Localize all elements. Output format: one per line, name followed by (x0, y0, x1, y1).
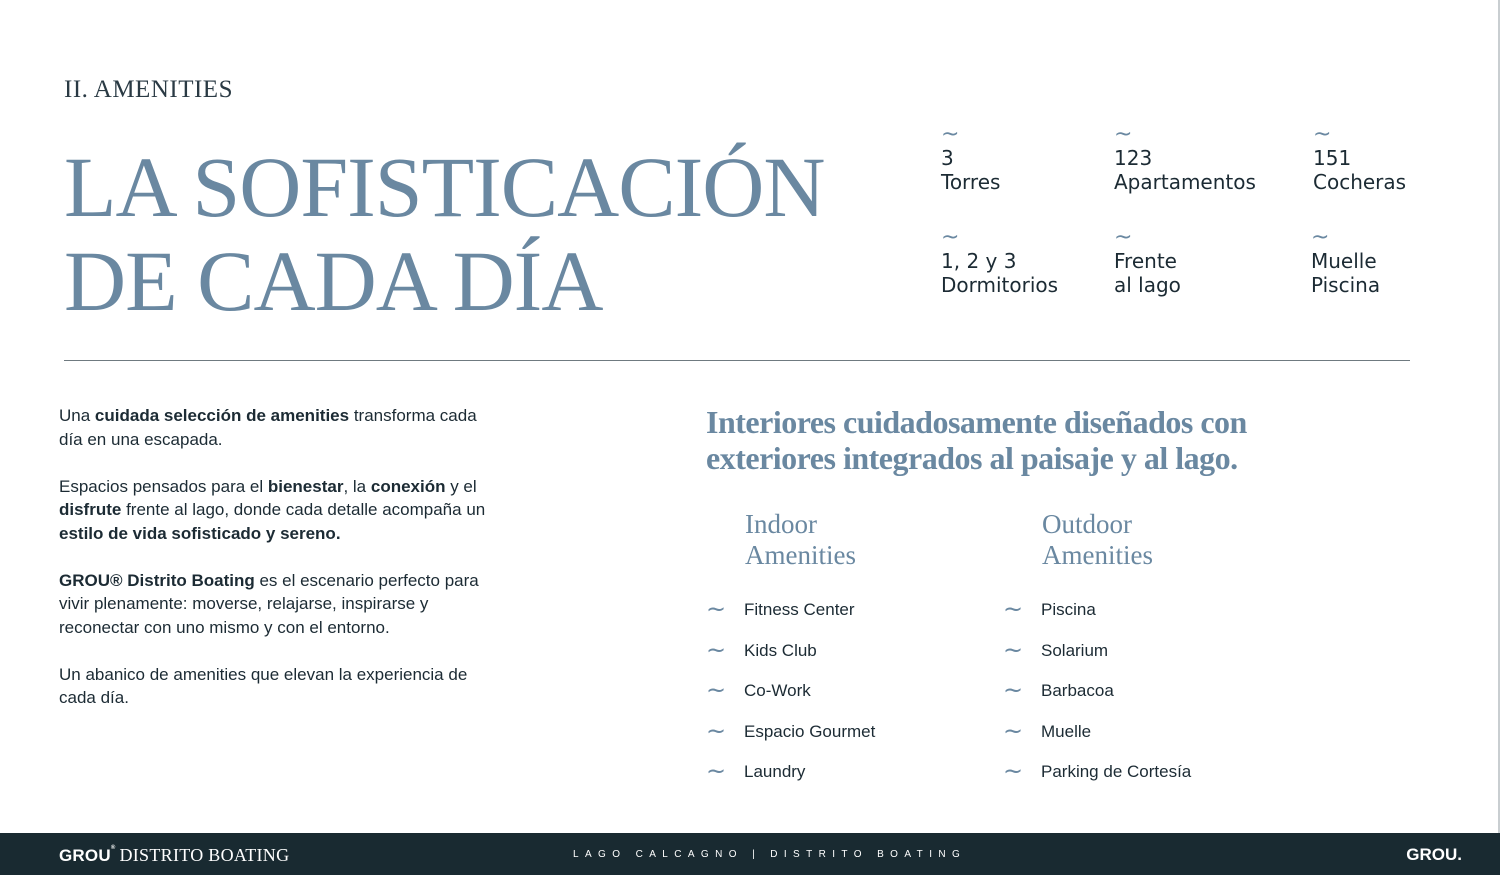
outdoor-amenities-title (1042, 509, 1153, 571)
list-item (1003, 595, 1191, 639)
amenity-label: Barbacoa (1041, 681, 1114, 701)
footer-brand-logo (59, 845, 289, 866)
tilde-icon: ~ (941, 122, 960, 147)
stat-cocheras (1313, 122, 1407, 194)
amenity-label: Laundry (744, 762, 806, 782)
title-line: Outdoor (1042, 509, 1132, 539)
stat-label: Cocheras (1313, 170, 1407, 194)
tilde-icon: ~ (1114, 122, 1133, 147)
tilde-icon: ~ (706, 635, 727, 664)
text-run: Espacios pensados para el (59, 476, 268, 496)
list-item (706, 757, 875, 801)
title-line: Indoor (745, 509, 817, 539)
stat-value: Muelle (1311, 249, 1377, 273)
amenity-label: Espacio Gourmet (744, 721, 876, 741)
amenity-label: Kids Club (744, 640, 817, 660)
list-item (1003, 676, 1191, 720)
list-item (706, 595, 875, 639)
headline-line-1: LA SOFISTICACIÓN (64, 139, 825, 235)
list-item (1003, 757, 1192, 801)
tilde-icon: ~ (1003, 676, 1024, 705)
intro-paragraph-1 (59, 404, 499, 451)
tilde-icon: ~ (1003, 716, 1024, 745)
stat-label: Dormitorios (941, 273, 1059, 297)
stat-torres (941, 122, 1001, 194)
stat-apartamentos (1114, 122, 1256, 194)
amenity-label: Piscina (1041, 600, 1096, 619)
stat-label: al lago (1114, 273, 1181, 297)
text-run: Una (59, 406, 95, 425)
text-run: es el escenario perfecto para vivir plenamente: moverse, relajarse, inspirarse y reconectar con uno mismo y con el entorno. (59, 570, 479, 637)
list-item (1003, 635, 1191, 680)
list-item (706, 716, 876, 761)
tilde-icon: ~ (1311, 225, 1330, 250)
footer-grou-logo: GROU. (1406, 845, 1462, 864)
intro-paragraph-2 (59, 475, 499, 546)
stat-value: 1, 2 y 3 (941, 249, 1017, 273)
text-run: , la (343, 476, 371, 496)
list-item (706, 635, 875, 680)
text-run-bold: estilo de vida sofisticado y sereno. (59, 523, 341, 543)
intro-paragraph-3 (59, 569, 499, 640)
text-run: frente al lago, donde cada detalle acompaña un (121, 500, 486, 519)
grou-wordmark (59, 846, 115, 865)
intro-text (59, 404, 499, 733)
footer-tagline: LAGO CALCAGNO | DISTRITO BOATING (573, 849, 967, 860)
stat-label: Torres (941, 170, 1001, 194)
amenity-label: Parking de Cortesía (1041, 762, 1192, 782)
stat-dormitorios (941, 225, 1059, 297)
tilde-icon: ~ (1114, 225, 1133, 250)
stat-label: Apartamentos (1114, 170, 1256, 194)
tilde-icon: ~ (1003, 757, 1024, 786)
section-label: II. AMENITIES (64, 76, 233, 103)
stat-frente-lago (1114, 225, 1181, 297)
text-run-bold: disfrute (59, 500, 122, 519)
stat-value: 151 (1313, 146, 1352, 170)
subheadline-line-1: Interiores cuidadosamente diseñados con (706, 404, 1247, 440)
text-run-bold: bienestar (267, 476, 344, 496)
text-run-bold: conexión (370, 476, 446, 496)
page-footer (0, 833, 1500, 875)
amenity-label: Co-Work (744, 681, 811, 701)
text-run-bold: GROU® Distrito Boating (59, 570, 255, 590)
headline-line-2: DE CADA DÍA (64, 233, 603, 329)
text-run-bold: cuidada selección de amenities (94, 406, 350, 425)
list-item (1003, 716, 1191, 761)
outdoor-amenities-list (1003, 595, 1192, 801)
tilde-icon: ~ (1003, 635, 1024, 664)
grou-text: GROU (59, 846, 111, 865)
tilde-icon: ~ (1003, 595, 1024, 623)
title-line: Amenities (1042, 540, 1153, 570)
indoor-amenities-title (745, 509, 856, 571)
tilde-icon: ~ (941, 225, 960, 250)
amenity-label: Muelle (1041, 721, 1092, 741)
amenities-subheadline (706, 404, 1326, 476)
subheadline-line-2: exteriores integrados al paisaje y al lago. (706, 440, 1238, 476)
tilde-icon: ~ (706, 716, 727, 745)
list-item (706, 676, 875, 720)
stat-value: Frente (1114, 249, 1177, 273)
amenity-label: Fitness Center (744, 600, 855, 619)
registered-mark: ® (110, 845, 116, 851)
stat-muelle-piscina (1311, 225, 1381, 297)
amenity-label: Solarium (1041, 640, 1109, 660)
text-run: y el (445, 476, 477, 496)
indoor-amenities-list (706, 595, 876, 801)
tilde-icon: ~ (706, 676, 727, 705)
stat-label: Piscina (1311, 273, 1381, 297)
intro-paragraph-4: Un abanico de amenities que elevan la experiencia de cada día. (59, 664, 468, 707)
page-headline (64, 140, 824, 328)
tilde-icon: ~ (706, 595, 727, 623)
stat-value: 3 (941, 146, 954, 170)
tilde-icon: ~ (1313, 122, 1332, 147)
district-wordmark: DISTRITO BOATING (119, 845, 290, 865)
stat-value: 123 (1114, 146, 1153, 170)
tilde-icon: ~ (706, 757, 727, 786)
section-divider (64, 360, 1410, 361)
text-run: transforma cada día en una escapada. (59, 406, 477, 449)
title-line: Amenities (745, 540, 856, 570)
